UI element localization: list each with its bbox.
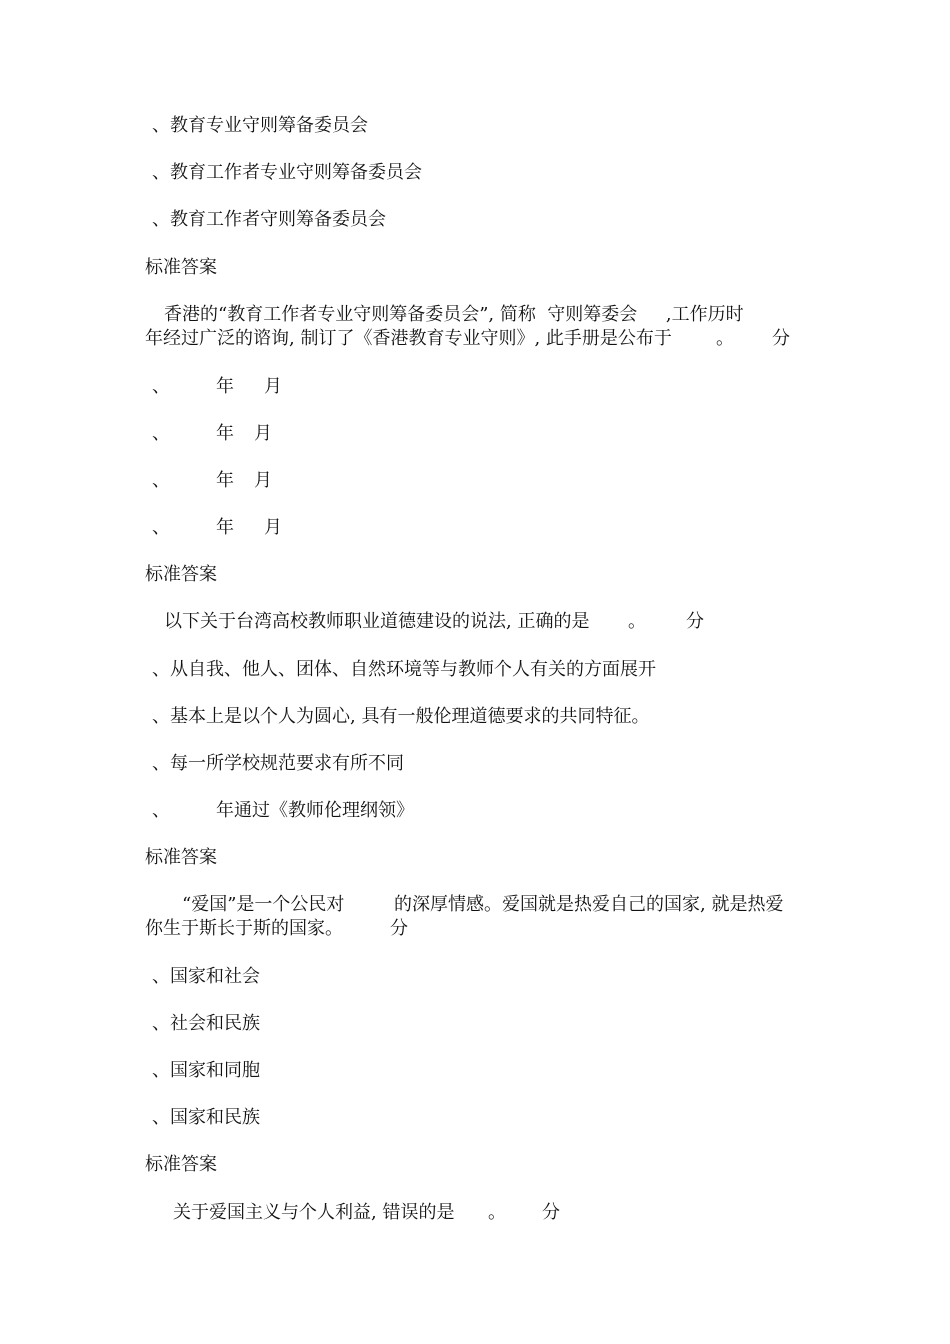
question-stem-end: 。 bbox=[716, 328, 734, 349]
question-stem-part1: “爱国”是一个公民对 bbox=[182, 894, 345, 915]
option-c: 、国家和同胞 bbox=[152, 1060, 260, 1081]
option-year: 年 bbox=[216, 423, 234, 444]
option-b: 、社会和民族 bbox=[152, 1013, 260, 1034]
option-month: 月 bbox=[264, 376, 282, 397]
option-c: 、每一所学校规范要求有所不同 bbox=[152, 753, 404, 774]
option-month: 月 bbox=[254, 470, 272, 491]
option-mark: 、 bbox=[152, 423, 170, 444]
answer-label: 标准答案 bbox=[145, 1154, 217, 1175]
question-stem-line1: 香港的“教育工作者专业守则筹备委员会”, 简称 守则筹委会 ,工作历时 bbox=[164, 304, 744, 325]
question-score: 分 bbox=[686, 611, 704, 632]
option-b: 、基本上是以个人为圆心, 具有一般伦理道德要求的共同特征。 bbox=[152, 706, 650, 727]
option-d: 、国家和民族 bbox=[152, 1107, 260, 1128]
option-text: 年通过《教师伦理纲领》 bbox=[216, 800, 414, 821]
option-c: 、教育工作者守则筹备委员会 bbox=[152, 209, 386, 230]
answer-label: 标准答案 bbox=[145, 564, 217, 585]
question-score: 分 bbox=[542, 1202, 560, 1223]
option-b: 、教育工作者专业守则筹备委员会 bbox=[152, 162, 422, 183]
question-stem-end: 。 bbox=[488, 1202, 506, 1223]
option-a: 、教育专业守则筹备委员会 bbox=[152, 115, 368, 136]
option-month: 月 bbox=[264, 517, 282, 538]
question-stem: 以下关于台湾高校教师职业道德建设的说法, 正确的是 bbox=[164, 611, 590, 632]
option-mark: 、 bbox=[152, 470, 170, 491]
option-mark: 、 bbox=[152, 517, 170, 538]
option-year: 年 bbox=[216, 376, 234, 397]
question-stem: 关于爱国主义与个人利益, 错误的是 bbox=[173, 1202, 455, 1223]
answer-label: 标准答案 bbox=[145, 257, 217, 278]
option-mark: 、 bbox=[152, 376, 170, 397]
question-stem-end: 。 bbox=[628, 611, 646, 632]
option-year: 年 bbox=[216, 470, 234, 491]
answer-label: 标准答案 bbox=[145, 847, 217, 868]
option-month: 月 bbox=[254, 423, 272, 444]
question-score: 分 bbox=[772, 328, 790, 349]
question-stem-line2: 年经过广泛的谘询, 制订了《香港教育专业守则》, 此手册是公布于 bbox=[145, 328, 672, 349]
question-stem-part2: 的深厚情感。爱国就是热爱自己的国家, 就是热爱 bbox=[394, 894, 784, 915]
question-stem-line2: 你生于斯长于斯的国家。 bbox=[145, 918, 343, 939]
option-year: 年 bbox=[216, 517, 234, 538]
option-mark: 、 bbox=[152, 800, 170, 821]
option-a: 、国家和社会 bbox=[152, 966, 260, 987]
option-a: 、从自我、他人、团体、自然环境等与教师个人有关的方面展开 bbox=[152, 659, 656, 680]
question-score: 分 bbox=[390, 918, 408, 939]
